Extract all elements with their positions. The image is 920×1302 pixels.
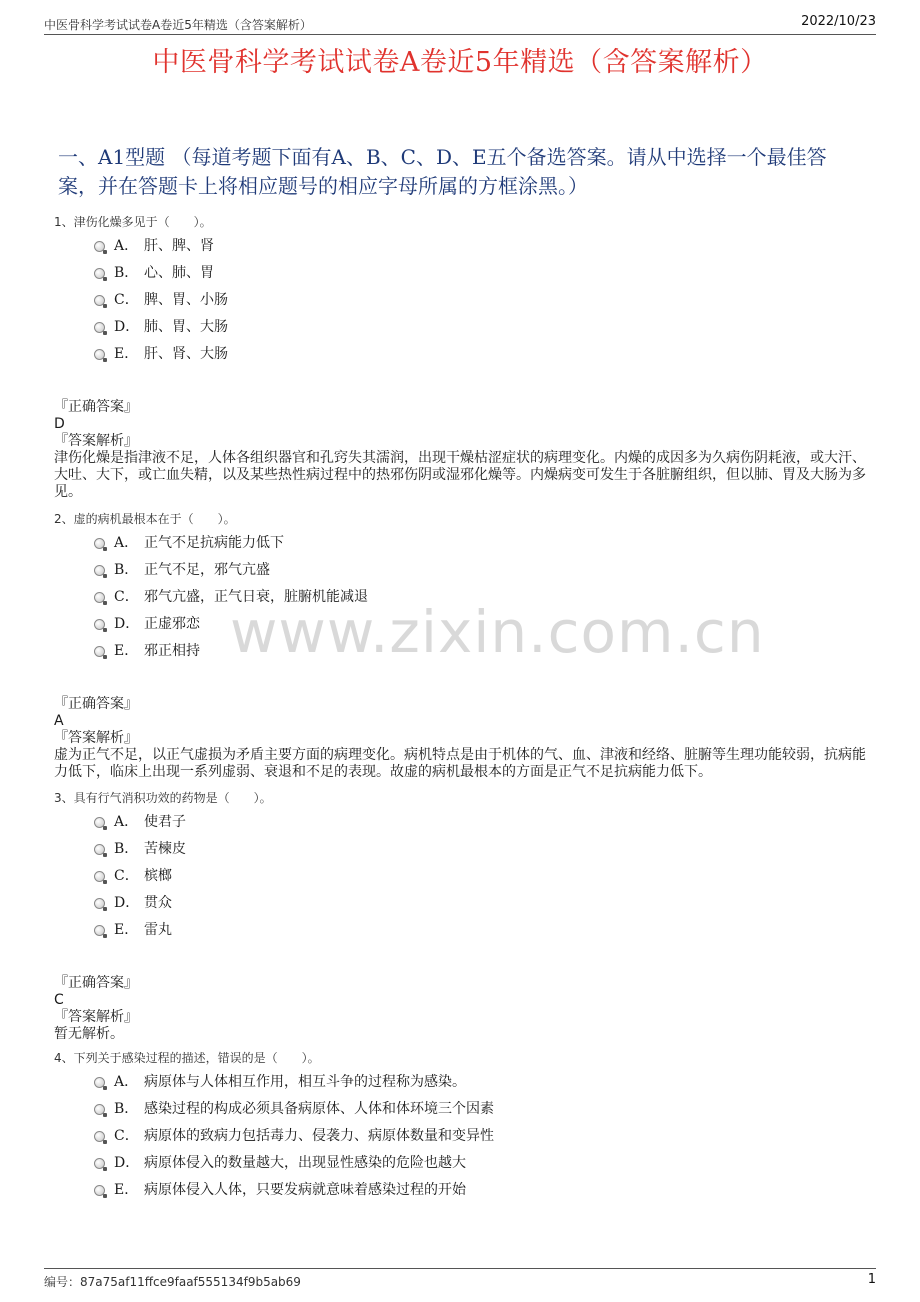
option-letter: D．: [114, 1155, 140, 1171]
radio-icon[interactable]: [94, 871, 105, 882]
page-title: 中医骨科学考试试卷A卷近5年精选（含答案解析）: [152, 47, 768, 78]
footer-code: 编号：87a75af11ffce9faaf555134f9b5ab69: [44, 1275, 301, 1289]
option-letter: E．: [114, 346, 139, 362]
question-4: [54, 1048, 870, 1207]
option-letter: B．: [114, 841, 139, 857]
option-d[interactable]: [94, 317, 870, 344]
option-text: 邪正相持: [144, 643, 200, 659]
header-doc-name: 中医骨科学考试试卷A卷近5年精选（含答案解析）: [44, 18, 312, 32]
option-e[interactable]: [94, 1180, 870, 1207]
radio-icon[interactable]: [94, 1104, 105, 1115]
radio-icon[interactable]: [94, 1131, 105, 1142]
correct-answer-value: C: [54, 992, 64, 1008]
option-b[interactable]: [94, 839, 870, 866]
option-text: 槟榔: [144, 868, 172, 884]
answer-block: [54, 696, 870, 781]
option-letter: C．: [114, 292, 139, 308]
option-text: 病原体的致病力包括毒力、侵袭力、病原体数量和变异性: [144, 1128, 494, 1144]
option-a[interactable]: [94, 1072, 870, 1099]
option-list: [94, 1072, 870, 1207]
radio-icon[interactable]: [94, 1158, 105, 1169]
radio-icon[interactable]: [94, 817, 105, 828]
question-stem: 2、虚的病机最根本在于（ ）。: [54, 512, 236, 526]
option-text: 雷丸: [144, 922, 172, 938]
option-b[interactable]: [94, 1099, 870, 1126]
page-header: [44, 12, 876, 35]
option-b[interactable]: [94, 263, 870, 290]
option-c[interactable]: [94, 1126, 870, 1153]
watermark: www.zixin.com.cn: [230, 598, 765, 666]
question-stem: 1、津伤化燥多见于（ ）。: [54, 215, 212, 229]
page-number: 1: [867, 1272, 876, 1287]
radio-icon[interactable]: [94, 565, 105, 576]
option-letter: E．: [114, 922, 139, 938]
option-letter: A．: [114, 814, 139, 830]
correct-answer-value: A: [54, 713, 64, 729]
option-letter: B．: [114, 1101, 139, 1117]
option-letter: A．: [114, 238, 139, 254]
option-letter: A．: [114, 1074, 139, 1090]
radio-icon[interactable]: [94, 241, 105, 252]
option-text: 苦楝皮: [144, 841, 186, 857]
radio-icon[interactable]: [94, 1185, 105, 1196]
option-d[interactable]: [94, 893, 870, 920]
option-letter: B．: [114, 265, 139, 281]
radio-icon[interactable]: [94, 844, 105, 855]
question-1: [54, 212, 870, 501]
option-text: 正虚邪恋: [144, 616, 200, 632]
correct-answer-value: D: [54, 416, 65, 432]
option-letter: A．: [114, 535, 139, 551]
option-e[interactable]: [94, 641, 870, 668]
analysis-text: 暂无解析。: [54, 1026, 124, 1042]
option-text: 肝、脾、肾: [144, 238, 214, 254]
option-list: [94, 812, 870, 947]
analysis-label: 『答案解析』: [54, 1009, 138, 1025]
radio-icon[interactable]: [94, 646, 105, 657]
option-d[interactable]: [94, 1153, 870, 1180]
option-a[interactable]: [94, 812, 870, 839]
correct-answer-label: 『正确答案』: [54, 399, 138, 415]
radio-icon[interactable]: [94, 538, 105, 549]
option-text: 脾、胃、小肠: [144, 292, 228, 308]
radio-icon[interactable]: [94, 268, 105, 279]
option-text: 使君子: [144, 814, 186, 830]
header-date: 2022/10/23: [801, 14, 876, 29]
analysis-label: 『答案解析』: [54, 730, 138, 746]
option-c[interactable]: [94, 587, 870, 614]
radio-icon[interactable]: [94, 322, 105, 333]
option-text: 心、肺、胃: [144, 265, 214, 281]
option-letter: C．: [114, 1128, 139, 1144]
analysis-label: 『答案解析』: [54, 433, 138, 449]
option-letter: D．: [114, 895, 140, 911]
radio-icon[interactable]: [94, 592, 105, 603]
option-letter: E．: [114, 1182, 139, 1198]
option-text: 病原体侵入的数量越大，出现显性感染的危险也越大: [144, 1155, 466, 1171]
option-e[interactable]: [94, 344, 870, 371]
radio-icon[interactable]: [94, 925, 105, 936]
option-text: 邪气亢盛，正气日衰，脏腑机能减退: [144, 589, 368, 605]
option-a[interactable]: [94, 533, 870, 560]
question-2: [54, 509, 870, 781]
analysis-text: 津伤化燥是指津液不足，人体各组织器官和孔窍失其濡润，出现干燥枯涩症状的病理变化。内燥的成因多为久病伤阴耗液，或大汗、大吐、大下，或亡血失精，以及某些热性病过程中的热邪伤阴或湿邪化燥等。内燥病变可发生于各脏腑组织，但以肺、胃及大肠为多见。: [54, 450, 866, 500]
option-letter: E．: [114, 643, 139, 659]
option-text: 感染过程的构成必须具备病原体、人体和体环境三个因素: [144, 1101, 494, 1117]
option-text: 贯众: [144, 895, 172, 911]
option-list: [94, 533, 870, 668]
option-list: [94, 236, 870, 371]
answer-block: [54, 399, 870, 501]
option-text: 病原体侵入人体，只要发病就意味着感染过程的开始: [144, 1182, 466, 1198]
option-b[interactable]: [94, 560, 870, 587]
option-letter: C．: [114, 868, 139, 884]
option-letter: B．: [114, 562, 139, 578]
question-stem: 4、下列关于感染过程的描述，错误的是（ ）。: [54, 1051, 320, 1065]
question-3: [54, 788, 870, 1043]
correct-answer-label: 『正确答案』: [54, 696, 138, 712]
option-a[interactable]: [94, 236, 870, 263]
option-text: 正气不足抗病能力低下: [144, 535, 284, 551]
page-footer: [44, 1268, 876, 1291]
option-d[interactable]: [94, 614, 870, 641]
option-letter: C．: [114, 589, 139, 605]
section-heading: 一、A1型题 （每道考题下面有A、B、C、D、E五个备选答案。请从中选择一个最佳答案，并在答题卡上将相应题号的相应字母所属的方框涂黑。）: [58, 145, 827, 198]
option-text: 肺、胃、大肠: [144, 319, 228, 335]
option-e[interactable]: [94, 920, 870, 947]
radio-icon[interactable]: [94, 349, 105, 360]
question-stem: 3、具有行气消积功效的药物是（ ）。: [54, 791, 272, 805]
correct-answer-label: 『正确答案』: [54, 975, 138, 991]
option-text: 病原体与人体相互作用，相互斗争的过程称为感染。: [144, 1074, 466, 1090]
radio-icon[interactable]: [94, 619, 105, 630]
option-letter: D．: [114, 319, 140, 335]
radio-icon[interactable]: [94, 295, 105, 306]
option-c[interactable]: [94, 290, 870, 317]
option-text: 肝、肾、大肠: [144, 346, 228, 362]
option-text: 正气不足，邪气亢盛: [144, 562, 270, 578]
radio-icon[interactable]: [94, 1077, 105, 1088]
option-letter: D．: [114, 616, 140, 632]
answer-block: [54, 975, 870, 1043]
option-c[interactable]: [94, 866, 870, 893]
analysis-text: 虚为正气不足，以正气虚损为矛盾主要方面的病理变化。病机特点是由于机体的气、血、津液和经络、脏腑等生理功能较弱，抗病能力低下，临床上出现一系列虚弱、衰退和不足的表现。故虚的病机最根本的方面是正气不足抗病能力低下。: [54, 747, 866, 780]
radio-icon[interactable]: [94, 898, 105, 909]
